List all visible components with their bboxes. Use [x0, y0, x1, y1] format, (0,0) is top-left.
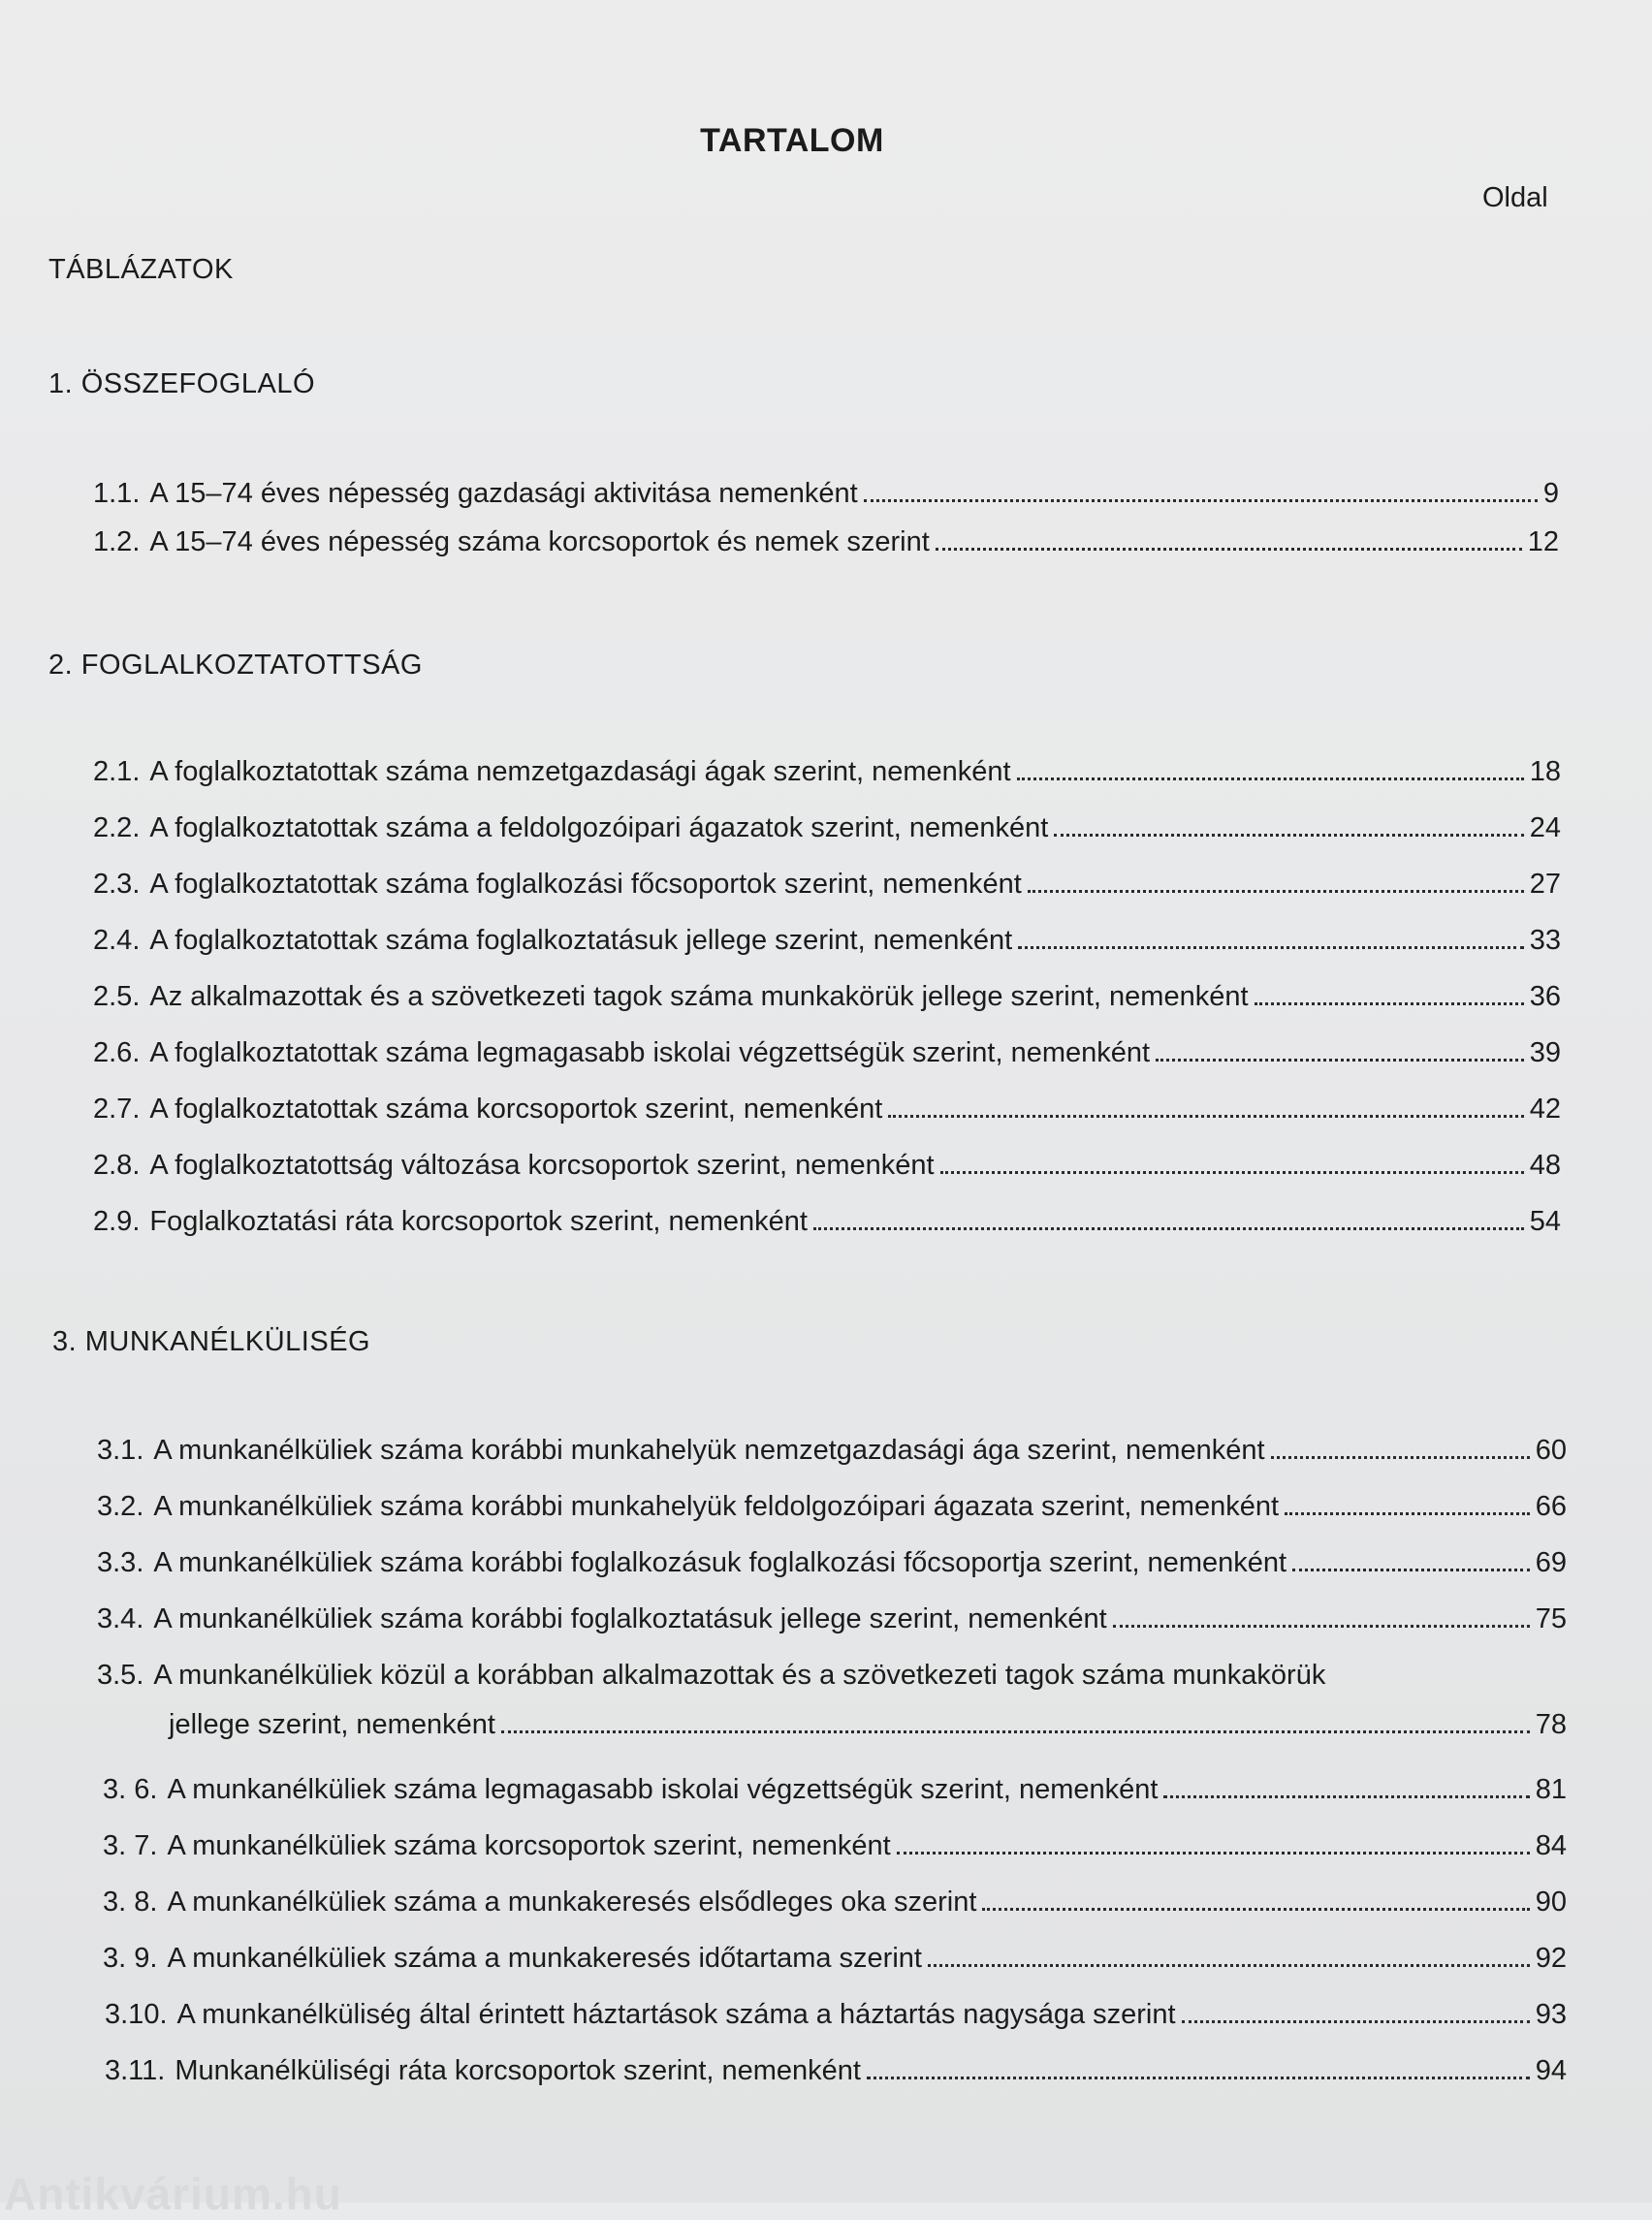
- entry-title: A munkanélküliek száma korábbi munkahelyük nemzetgazdasági ága szerint, nemenként: [153, 1435, 1265, 1466]
- toc-entry-2-1: [93, 756, 1561, 788]
- toc-entry-3-7: [103, 1830, 1567, 1862]
- toc-entry-2-9: [93, 1206, 1561, 1238]
- entry-title: A munkanélküliek száma a munkakeresés időtartama szerint: [167, 1943, 922, 1974]
- toc-entry-2-7: [93, 1094, 1561, 1126]
- entry-number: 3.11.: [105, 2055, 166, 2086]
- entry-number: 2.2.: [93, 812, 141, 843]
- entry-title: A munkanélküliek száma korcsoportok szerint, nemenként: [167, 1830, 891, 1861]
- entry-number: 2.1.: [93, 756, 141, 787]
- toc-entry-2-5: [93, 981, 1561, 1013]
- entry-number: 3.4.: [97, 1603, 144, 1634]
- entry-page: 94: [1535, 2055, 1567, 2086]
- entry-title: A munkanélküliek száma korábbi foglalkoztatásuk jellege szerint, nemenként: [153, 1603, 1107, 1634]
- entry-number: 3.5.: [97, 1660, 144, 1691]
- dot-leader: [1271, 1456, 1530, 1459]
- entry-title: A foglalkoztatottak száma a feldolgozóipari ágazatok szerint, nemenként: [149, 812, 1049, 843]
- entry-title: A foglalkoztatottság változása korcsoportok szerint, nemenként: [149, 1150, 935, 1181]
- entry-number: 3.2.: [97, 1491, 144, 1522]
- entry-number: 1.2.: [93, 526, 141, 557]
- toc-entry-3-5: [97, 1660, 1567, 1741]
- dot-leader: [1285, 1512, 1530, 1515]
- entry-number: 3.3.: [97, 1547, 144, 1578]
- entry-page: 69: [1535, 1547, 1567, 1578]
- entry-title: A foglalkoztatottak száma foglalkozási főcsoportok szerint, nemenként: [149, 869, 1022, 900]
- entry-page: 66: [1535, 1491, 1567, 1522]
- dot-leader: [501, 1730, 1530, 1733]
- entry-number: 3. 9.: [103, 1943, 158, 1974]
- entry-number: 3. 6.: [103, 1774, 158, 1805]
- dot-leader: [940, 1171, 1524, 1174]
- toc-entry-3-9: [103, 1943, 1567, 1975]
- entry-number: 3.1.: [97, 1435, 144, 1466]
- toc-entry-2-3: [93, 869, 1561, 901]
- entry-title: A foglalkoztatottak száma foglalkoztatásuk jellege szerint, nemenként: [149, 925, 1013, 956]
- entry-number: 2.9.: [93, 1206, 141, 1237]
- entry-number: 2.6.: [93, 1037, 141, 1068]
- toc-entry-1-1: [93, 478, 1559, 510]
- dot-leader: [1018, 946, 1524, 949]
- dot-leader: [888, 1115, 1523, 1118]
- entry-page: 93: [1535, 1999, 1567, 2030]
- dot-leader: [1292, 1569, 1530, 1571]
- dot-leader: [1054, 834, 1523, 837]
- entry-number: 3. 7.: [103, 1830, 158, 1861]
- dot-leader: [864, 499, 1538, 502]
- entry-page: 36: [1529, 981, 1561, 1012]
- entry-page: 9: [1542, 478, 1559, 509]
- entry-page: 42: [1529, 1094, 1561, 1125]
- entry-number: 2.8.: [93, 1150, 141, 1181]
- entry-page: 39: [1529, 1037, 1561, 1068]
- entry-page: 75: [1535, 1603, 1567, 1634]
- entry-page: 90: [1535, 1887, 1567, 1918]
- entry-title: A munkanélküliek száma korábbi munkahelyük feldolgozóipari ágazata szerint, nemenként: [153, 1491, 1280, 1522]
- dot-leader: [1163, 1795, 1529, 1798]
- section-heading-3: 3. MUNKANÉLKÜLISÉG: [52, 1326, 371, 1357]
- entry-page: 48: [1529, 1150, 1561, 1181]
- entry-line-1: [97, 1660, 1567, 1692]
- toc-entry-2-4: [93, 925, 1561, 957]
- entry-title: A munkanélküliek száma legmagasabb iskolai végzettségük szerint, nemenként: [167, 1774, 1159, 1805]
- toc-entry-2-6: [93, 1037, 1561, 1069]
- entry-number: 2.3.: [93, 869, 141, 900]
- entry-number: 2.4.: [93, 925, 141, 956]
- entry-page: 24: [1529, 812, 1561, 843]
- toc-entry-3-1: [97, 1435, 1567, 1467]
- toc-entry-3-6: [103, 1774, 1567, 1806]
- toc-entry-2-8: [93, 1150, 1561, 1182]
- entry-title: Az alkalmazottak és a szövetkezeti tagok száma munkakörük jellege szerint, nemenként: [149, 981, 1249, 1012]
- toc-entry-2-2: [93, 812, 1561, 844]
- tables-label: TÁBLÁZATOK: [48, 254, 234, 285]
- dot-leader: [928, 1964, 1530, 1967]
- entry-title: A foglalkoztatottak száma korcsoportok szerint, nemenként: [149, 1094, 883, 1125]
- entry-title: A foglalkoztatottak száma nemzetgazdasági ágak szerint, nemenként: [149, 756, 1011, 787]
- entry-title: A foglalkoztatottak száma legmagasabb iskolai végzettségük szerint, nemenként: [149, 1037, 1151, 1068]
- entry-page: 92: [1535, 1943, 1567, 1974]
- entry-number: 1.1.: [93, 478, 141, 509]
- entry-title: Munkanélküliségi ráta korcsoportok szerint, nemenként: [175, 2055, 861, 2086]
- dot-leader: [1113, 1625, 1530, 1628]
- entry-page: 18: [1529, 756, 1561, 787]
- toc-entry-3-3: [97, 1547, 1567, 1579]
- toc-entry-3-2: [97, 1491, 1567, 1523]
- page-title: TARTALOM: [700, 122, 884, 159]
- toc-entry-3-8: [103, 1887, 1567, 1919]
- dot-leader: [1028, 890, 1524, 893]
- dot-leader: [1182, 2020, 1530, 2023]
- section-heading-2: 2. FOGLALKOZTATOTTSÁG: [48, 650, 423, 681]
- entry-title-continued: jellege szerint, nemenként: [169, 1709, 495, 1740]
- watermark: Antikvárium.hu: [4, 2169, 342, 2219]
- entry-page: 84: [1535, 1830, 1567, 1861]
- dot-leader: [982, 1908, 1529, 1911]
- entry-page: 78: [1535, 1709, 1567, 1740]
- entry-page: 27: [1529, 869, 1561, 900]
- entry-title: Foglalkoztatási ráta korcsoportok szerint, nemenként: [149, 1206, 808, 1237]
- entry-title: A munkanélküliek száma korábbi foglalkozásuk foglalkozási főcsoportja szerint, nemenként: [153, 1547, 1287, 1578]
- dot-leader: [1255, 1002, 1524, 1005]
- entry-number: 3.10.: [105, 1999, 168, 2030]
- dot-leader: [867, 2077, 1530, 2079]
- dot-leader: [813, 1227, 1524, 1230]
- entry-line-2: [97, 1709, 1567, 1741]
- toc-entry-3-11: [105, 2055, 1567, 2087]
- toc-entry-3-10: [105, 1999, 1567, 2031]
- entry-title: A munkanélküliek közül a korábban alkalmazottak és a szövetkezeti tagok száma munkakörük: [153, 1660, 1326, 1691]
- entry-title: A 15–74 éves népesség száma korcsoportok és nemek szerint: [149, 526, 930, 557]
- page-column-label: Oldal: [1482, 182, 1548, 213]
- toc-entry-3-4: [97, 1603, 1567, 1635]
- entry-page: 60: [1535, 1435, 1567, 1466]
- entry-title: A munkanélküliek száma a munkakeresés elsődleges oka szerint: [167, 1887, 977, 1918]
- dot-leader: [1017, 777, 1524, 780]
- entry-title: A munkanélküliség által érintett háztartások száma a háztartás nagysága szerint: [176, 1999, 1176, 2030]
- entry-number: 2.7.: [93, 1094, 141, 1125]
- entry-number: 2.5.: [93, 981, 141, 1012]
- dot-leader: [897, 1852, 1530, 1855]
- entry-page: 54: [1529, 1206, 1561, 1237]
- toc-entry-1-2: [93, 526, 1559, 558]
- dot-leader: [1156, 1059, 1524, 1062]
- entry-page: 33: [1529, 925, 1561, 956]
- section-heading-1: 1. ÖSSZEFOGLALÓ: [48, 368, 316, 399]
- entry-number: 3. 8.: [103, 1887, 158, 1918]
- entry-page: 81: [1535, 1774, 1567, 1805]
- entry-page: 12: [1527, 526, 1559, 557]
- dot-leader: [936, 548, 1522, 551]
- entry-title: A 15–74 éves népesség gazdasági aktivitása nemenként: [149, 478, 858, 509]
